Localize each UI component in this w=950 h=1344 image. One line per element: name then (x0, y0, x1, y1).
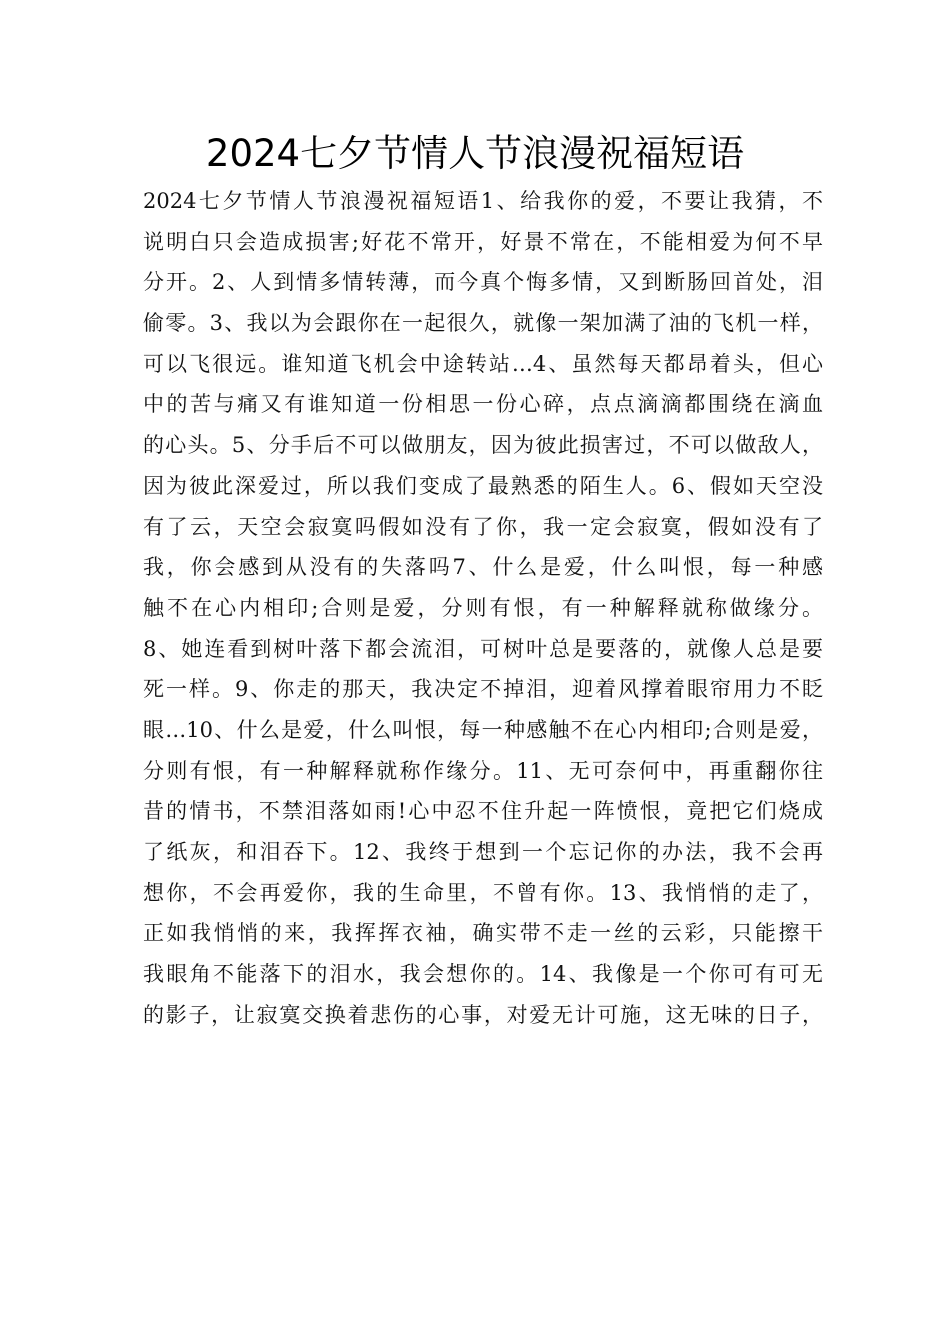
body-line: 了纸灰，和泪吞下。12、我终于想到一个忘记你的办法，我不会再 (143, 840, 823, 864)
body-line: 说明白只会造成损害;好花不常开，好景不常在，不能相爱为何不早 (143, 229, 823, 254)
document-body (143, 181, 823, 1035)
body-line: 8、她连看到树叶落下都会流泪，可树叶总是要落的，就像人总是要 (143, 636, 823, 661)
body-line: 想你，不会再爱你，我的生命里，不曾有你。13、我悄悄的走了， (143, 880, 823, 905)
body-line: 正如我悄悄的来，我挥挥衣袖，确实带不走一丝的云彩，只能擦干 (143, 921, 823, 946)
body-line: 的影子，让寂寞交换着悲伤的心事，对爱无计可施，这无味的日子， (143, 1002, 823, 1027)
body-line: 可以飞很远。谁知道飞机会中途转站…4、虽然每天都昂着头，但心 (143, 351, 823, 376)
body-line: 分则有恨，有一种解释就称作缘分。11、无可奈何中，再重翻你往 (143, 758, 823, 783)
body-line: 偷零。3、我以为会跟你在一起很久，就像一架加满了油的飞机一样， (143, 311, 823, 336)
body-line: 有了云，天空会寂寞吗假如没有了你，我一定会寂寞，假如没有了 (143, 514, 823, 539)
body-line: 分开。2、人到情多情转薄，而今真个悔多情，又到断肠回首处，泪 (143, 270, 823, 295)
body-line: 触不在心内相印;合则是爱，分则有恨，有一种解释就称做缘分。 (143, 595, 823, 620)
body-line: 昔的情书，不禁泪落如雨!心中忍不住升起一阵愤恨，竟把它们烧成 (143, 799, 823, 824)
body-line: 2024七夕节情人节浪漫祝福短语1、给我你的爱，不要让我猜，不 (143, 189, 823, 213)
document-title: 2024七夕节情人节浪漫祝福短语 (205, 132, 745, 175)
body-line: 我眼角不能落下的泪水，我会想你的。14、我像是一个你可有可无 (143, 962, 823, 987)
body-line: 眼…10、什么是爱，什么叫恨，每一种感触不在心内相印;合则是爱， (143, 717, 823, 742)
body-line: 中的苦与痛又有谁知道一份相思一份心碎，点点滴滴都围绕在滴血 (143, 392, 823, 417)
body-line: 因为彼此深爱过，所以我们变成了最熟悉的陌生人。6、假如天空没 (143, 473, 823, 498)
body-line: 的心头。5、分手后不可以做朋友，因为彼此损害过，不可以做敌人， (143, 433, 823, 458)
body-line: 我，你会感到从没有的失落吗7、什么是爱，什么叫恨，每一种感 (143, 555, 823, 580)
body-line: 死一样。9、你走的那天，我决定不掉泪，迎着风撑着眼帘用力不眨 (143, 677, 823, 702)
